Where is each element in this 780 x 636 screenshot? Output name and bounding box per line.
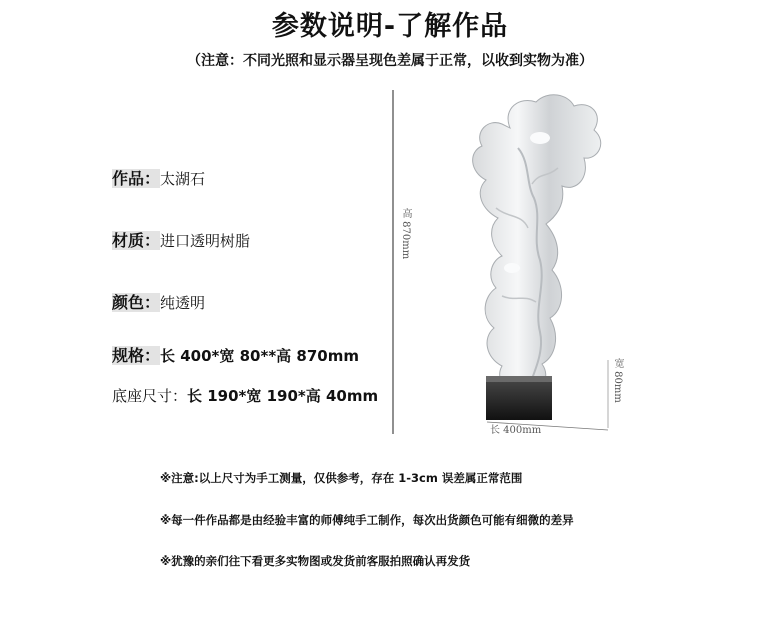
spec-name-value: 太湖石 <box>160 170 206 188</box>
spec-color-value: 纯透明 <box>160 294 206 312</box>
spec-color-key: 颜色： <box>112 293 161 312</box>
spec-size-key: 规格： <box>112 346 161 365</box>
spec-name <box>112 166 205 189</box>
black-base <box>486 376 552 420</box>
product-dimension-figure <box>390 88 650 438</box>
note-handmade: ※每一件作品都是由经验丰富的师傅纯手工制作，每次出货颜色可能有细微的差异 <box>160 513 574 527</box>
spec-name-key: 作品： <box>112 169 161 188</box>
spec-color <box>112 290 205 313</box>
spec-size <box>112 343 359 366</box>
spec-material-value: 进口透明树脂 <box>160 232 251 250</box>
spec-base <box>112 385 378 406</box>
spec-base-key: 底座尺寸： <box>112 387 188 405</box>
spec-size-value: 长 400*宽 80**高 870mm <box>160 347 359 365</box>
note-confirm: ※犹豫的亲们往下看更多实物图或发货前客服拍照确认再发货 <box>160 554 471 568</box>
spec-base-value: 长 190*宽 190*高 40mm <box>187 387 379 405</box>
spec-material-key: 材质： <box>112 231 161 250</box>
spec-material <box>112 228 250 251</box>
length-dimension-label: 长 400mm <box>490 425 542 436</box>
width-dimension-label: 宽 80mm <box>612 358 623 403</box>
note-measurement: ※注意:以上尺寸为手工测量，仅供参考，存在 1-3cm 误差属正常范围 <box>160 471 523 485</box>
page-title: 参数说明-了解作品 <box>271 11 509 42</box>
height-dimension-label: 高 870mm <box>400 208 411 260</box>
color-disclaimer: （注意：不同光照和显示器呈现色差属于正常，以收到实物为准） <box>187 53 593 69</box>
